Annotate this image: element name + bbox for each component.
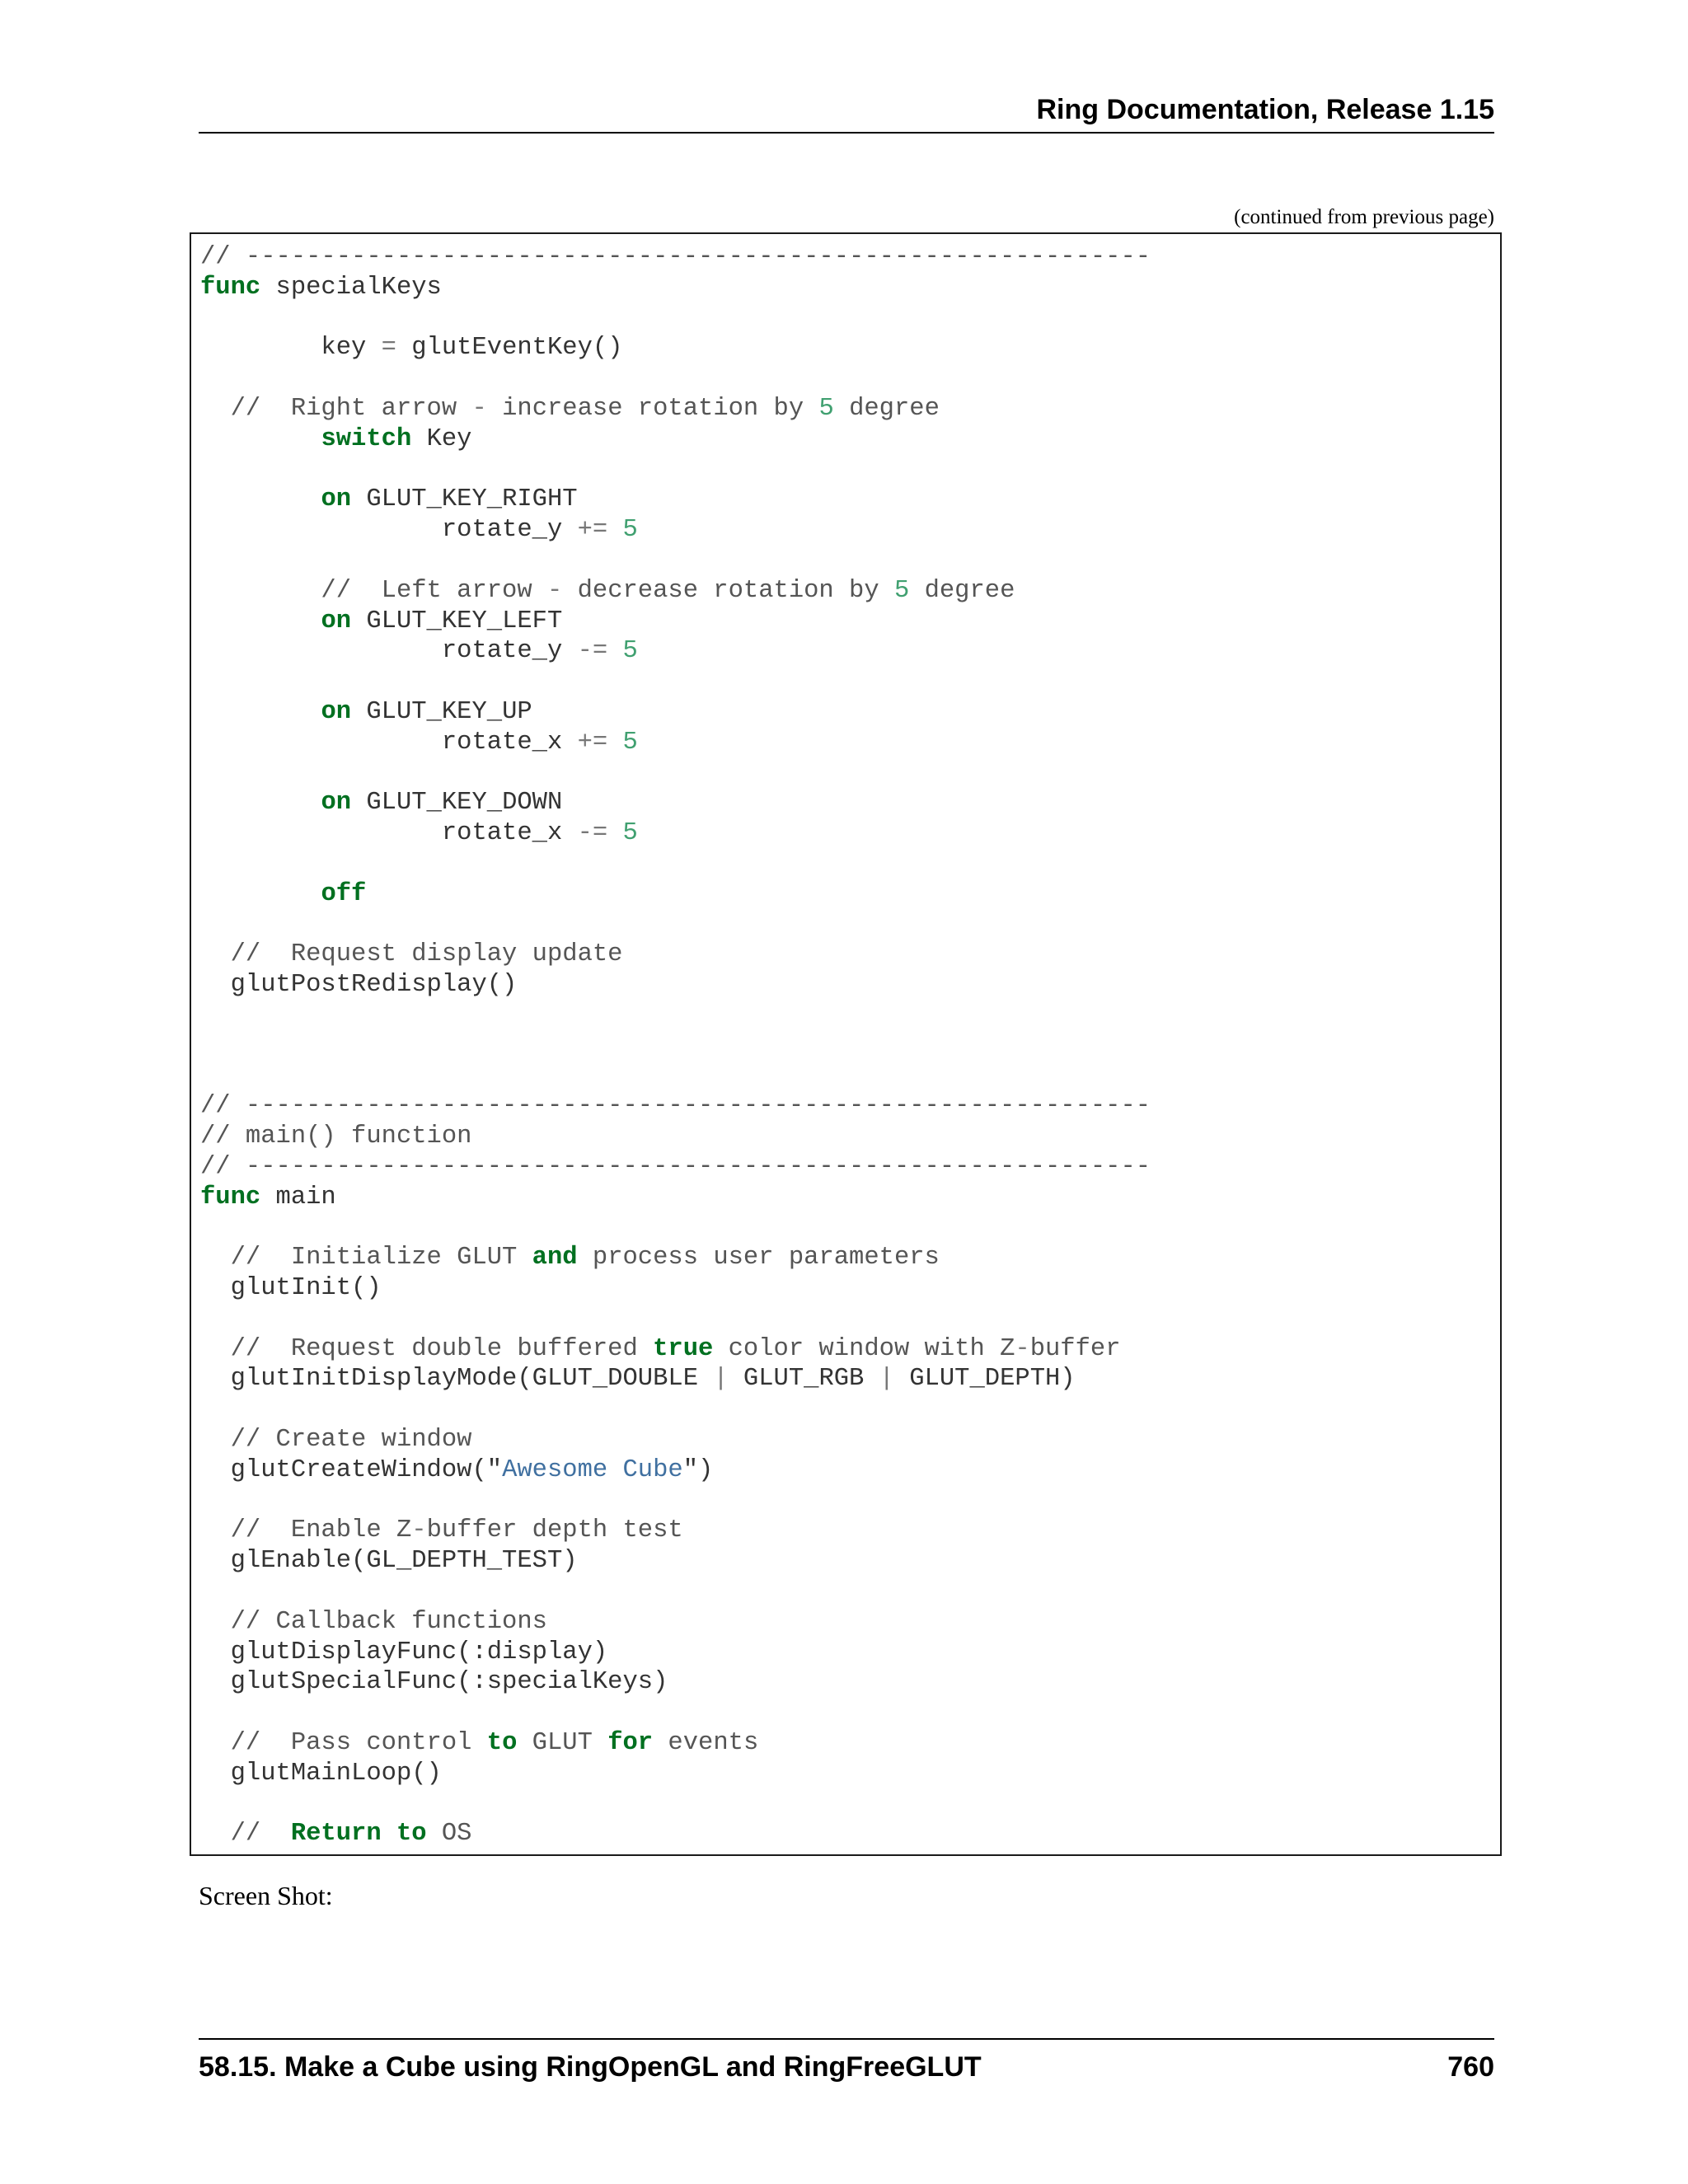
code-line	[200, 394, 1151, 424]
document-title: Ring Documentation, Release 1.15	[1036, 94, 1494, 125]
code-token: // Enable Z	[200, 1516, 412, 1545]
code-token: rotate_x	[200, 728, 578, 757]
code-token: on	[321, 697, 352, 726]
code-token	[382, 1820, 396, 1848]
code-line	[200, 1213, 1151, 1244]
code-token: // ------------------------------------------------------------	[200, 243, 1151, 271]
code-token: GLUT_DEPTH)	[893, 1365, 1076, 1394]
code-token: 5	[622, 516, 638, 545]
code-token: GLUT_KEY_UP	[351, 697, 532, 726]
code-token: specialKeys	[260, 273, 442, 302]
code-line	[200, 1364, 1151, 1394]
code-line	[200, 1486, 1151, 1516]
code-token: // Left arrow	[200, 576, 547, 605]
code-line	[200, 576, 1151, 607]
code-token: glutEventKey()	[396, 334, 623, 363]
code-line	[200, 1273, 1151, 1304]
code-token: //	[200, 1820, 291, 1849]
code-token: Return	[290, 1820, 382, 1849]
code-token: glutMainLoop()	[200, 1759, 442, 1788]
code-token: // Request double buffered	[200, 1334, 654, 1363]
code-line	[200, 1122, 1151, 1152]
code-line	[200, 1667, 1151, 1698]
code-line	[200, 1516, 1151, 1546]
code-token: OS	[426, 1820, 472, 1849]
code-token: for	[607, 1729, 654, 1758]
continued-note: (continued from previous page)	[1234, 206, 1494, 228]
code-token	[607, 516, 622, 544]
code-line	[200, 1425, 1151, 1455]
code-token: rotate_y	[200, 637, 578, 666]
code-token: GLUT_KEY_RIGHT	[351, 485, 578, 514]
page-number: 760	[1447, 2051, 1494, 2083]
code-line	[200, 1031, 1151, 1062]
code-token: glutInitDisplayMode(GLUT_DOUBLE	[200, 1365, 714, 1394]
code-line	[200, 1759, 1151, 1789]
code-line	[200, 1638, 1151, 1668]
page-header	[199, 89, 1494, 134]
code-line	[200, 1091, 1151, 1122]
code-line	[200, 1304, 1151, 1334]
code-line	[200, 970, 1151, 1001]
code-line	[200, 636, 1151, 667]
code-token: -	[411, 1516, 427, 1545]
code-token: // Right arrow	[200, 394, 472, 423]
code-token: decrease rotation by	[562, 576, 894, 605]
code-token: on	[321, 607, 352, 635]
code-token: 5	[622, 819, 638, 848]
code-token: 5	[893, 576, 910, 605]
code-token: // Initialize GLUT	[200, 1244, 532, 1272]
code-line	[200, 1183, 1151, 1213]
code-token: GLUT_RGB	[728, 1365, 879, 1394]
code-token	[200, 425, 321, 453]
code-token: switch	[321, 424, 412, 453]
code-token: // main() function	[200, 1122, 472, 1151]
code-listing	[200, 242, 1151, 1849]
code-token: GLUT_KEY_LEFT	[351, 607, 563, 635]
code-token: GLUT	[517, 1729, 608, 1758]
code-line	[200, 1819, 1151, 1849]
code-line	[200, 1001, 1151, 1031]
code-token	[200, 485, 321, 513]
code-token: -	[471, 394, 487, 423]
code-token: glutInit()	[200, 1274, 382, 1303]
code-token: off	[321, 879, 367, 908]
code-line	[200, 1455, 1151, 1486]
code-token: key	[200, 334, 382, 363]
code-token: glutCreateWindow("	[200, 1455, 503, 1484]
code-token: 5	[818, 394, 834, 423]
code-token: -=	[577, 637, 608, 666]
code-line	[200, 879, 1151, 910]
code-line	[200, 546, 1151, 576]
code-token	[607, 637, 622, 665]
code-token: 5	[622, 637, 638, 666]
code-line	[200, 1698, 1151, 1728]
code-token	[200, 607, 321, 635]
code-token: GLUT_KEY_DOWN	[351, 789, 563, 818]
code-token	[607, 729, 622, 757]
code-token: ")	[682, 1455, 714, 1484]
code-line	[200, 667, 1151, 697]
code-token: glutPostRedisplay()	[200, 971, 518, 1000]
code-token: 5	[622, 728, 638, 757]
code-line	[200, 333, 1151, 363]
code-token: increase rotation by	[486, 394, 819, 423]
code-token: rotate_x	[200, 819, 578, 848]
code-token: // ------------------------------------------------------------	[200, 1152, 1151, 1181]
code-token: Awesome Cube	[502, 1455, 683, 1484]
code-line	[200, 1243, 1151, 1273]
code-token: // ------------------------------------------------------------	[200, 1092, 1151, 1121]
code-token: +=	[577, 516, 608, 545]
code-block	[190, 232, 1502, 1856]
code-token: Key	[411, 424, 472, 453]
code-token: true	[653, 1334, 714, 1363]
code-token: events	[653, 1729, 759, 1758]
code-line	[200, 1152, 1151, 1183]
code-token	[200, 789, 321, 817]
section-title: 58.15. Make a Cube using RingOpenGL and RingFreeGLUT	[199, 2051, 982, 2083]
code-line	[200, 1577, 1151, 1607]
code-line	[200, 758, 1151, 789]
code-line	[200, 788, 1151, 818]
code-line	[200, 1394, 1151, 1425]
code-line	[200, 363, 1151, 394]
code-token: // Pass control	[200, 1729, 487, 1758]
code-token: func	[200, 273, 261, 302]
code-token: degree	[833, 394, 940, 423]
code-token: and	[532, 1244, 578, 1272]
page-footer	[199, 2038, 1494, 2089]
code-line	[200, 728, 1151, 758]
code-token: -	[1015, 1334, 1030, 1363]
code-token	[200, 880, 321, 908]
code-line	[200, 849, 1151, 879]
code-token: color window with Z	[713, 1334, 1015, 1363]
code-token: rotate_y	[200, 516, 578, 545]
code-line	[200, 455, 1151, 485]
code-token	[200, 698, 321, 726]
code-token: to	[396, 1820, 427, 1849]
code-token: -	[546, 576, 563, 605]
code-line	[200, 485, 1151, 515]
code-line	[200, 910, 1151, 940]
screenshot-caption: Screen Shot:	[199, 1881, 333, 1910]
code-token: // Request display update	[200, 940, 623, 969]
code-token: glutDisplayFunc(:display)	[200, 1638, 608, 1666]
code-token: to	[486, 1729, 518, 1758]
code-token: // Callback functions	[200, 1607, 547, 1636]
code-line	[200, 515, 1151, 546]
code-token: func	[200, 1183, 261, 1212]
code-line	[200, 273, 1151, 303]
code-line	[200, 242, 1151, 273]
code-token: =	[381, 334, 396, 363]
code-line	[200, 818, 1151, 849]
code-line	[200, 1062, 1151, 1092]
code-token: -=	[577, 819, 608, 848]
code-token: glutSpecialFunc(:specialKeys)	[200, 1668, 668, 1697]
code-line	[200, 940, 1151, 970]
code-token: degree	[909, 576, 1015, 605]
code-token: on	[321, 485, 352, 514]
code-line	[200, 303, 1151, 334]
code-token: glEnable(GL_DEPTH_TEST)	[200, 1547, 578, 1576]
code-line	[200, 1546, 1151, 1577]
code-line	[200, 1607, 1151, 1638]
code-token: |	[713, 1365, 729, 1394]
code-line	[200, 424, 1151, 455]
code-token: buffer	[1029, 1334, 1121, 1363]
code-line	[200, 1789, 1151, 1820]
code-token: on	[321, 789, 352, 818]
code-line	[200, 697, 1151, 728]
code-token: // Create window	[200, 1426, 472, 1455]
code-token	[607, 819, 622, 847]
code-line	[200, 1334, 1151, 1365]
code-token: +=	[577, 728, 608, 757]
code-token: main	[260, 1183, 336, 1212]
code-line	[200, 1728, 1151, 1759]
code-token: process user parameters	[577, 1244, 940, 1272]
code-line	[200, 607, 1151, 637]
code-token: buffer depth test	[426, 1516, 683, 1545]
code-token: |	[879, 1365, 894, 1394]
